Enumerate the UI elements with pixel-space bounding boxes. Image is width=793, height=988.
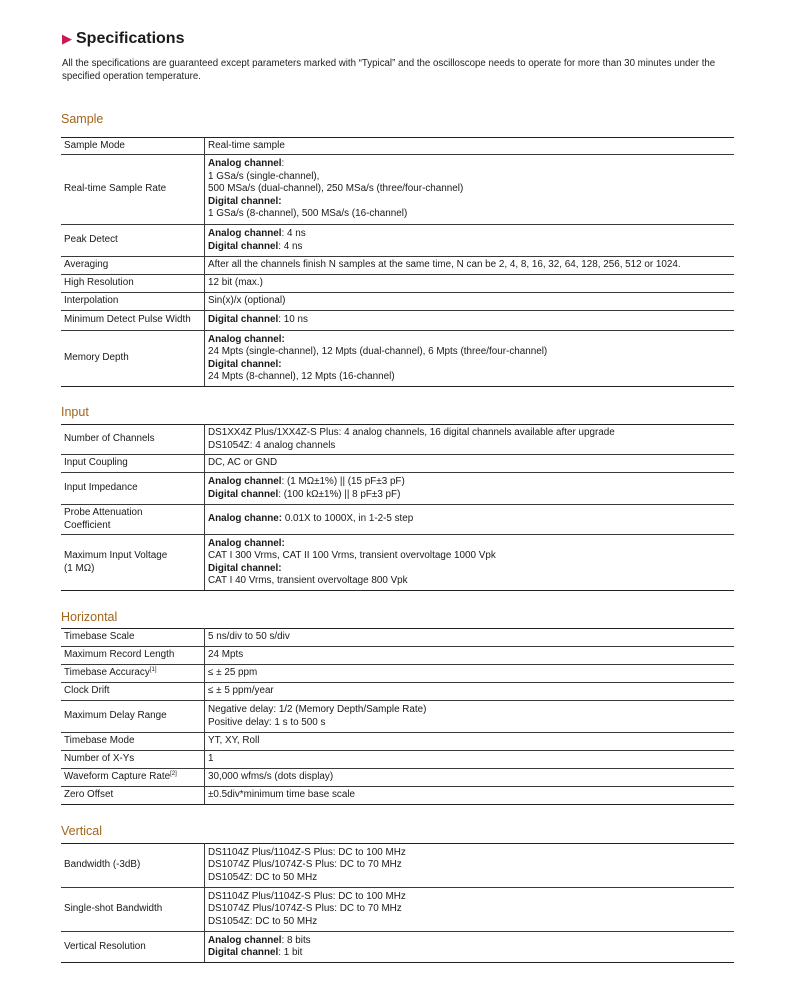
spec-bold: Analog channel [208, 158, 282, 170]
spec-bold: Analog channel [208, 934, 282, 946]
spec-label: Bandwidth (-3dB) [61, 844, 205, 888]
section-title-sample: Sample [61, 112, 104, 126]
spec-value [205, 844, 735, 888]
spec-label: Maximum Delay Range [61, 701, 205, 733]
spec-line: 0.01X to 1000X, in 1-2-5 step [282, 513, 414, 525]
section-title-vertical: Vertical [61, 824, 102, 838]
table-row [61, 425, 734, 455]
spec-bold: Digital channel: [208, 358, 282, 370]
spec-label: Real-time Sample Rate [61, 155, 205, 225]
spec-label: Number of Channels [61, 425, 205, 455]
spec-value: 5 ns/div to 50 s/div [205, 629, 735, 647]
table-row [61, 787, 734, 805]
spec-value [205, 331, 735, 387]
table-row [61, 138, 734, 155]
table-row [61, 155, 734, 225]
spec-line: DS1054Z: DC to 50 MHz [208, 915, 318, 927]
spec-value: 24 Mpts [205, 647, 735, 665]
spec-line: CAT I 40 Vrms, transient overvoltage 800 Vpk [208, 574, 408, 586]
table-row [61, 331, 734, 387]
spec-line: DS1XX4Z Plus/1XX4Z-S Plus: 4 analog channels, 16 digital channels available after upgrade [208, 427, 615, 439]
spec-line: DS1104Z Plus/1104Z-S Plus: DC to 100 MHz [208, 846, 406, 858]
spec-label-line: Coefficient [64, 519, 111, 531]
spec-label-line: (1 MΩ) [64, 562, 95, 574]
page-title [62, 30, 184, 48]
spec-line: DS1054Z: DC to 50 MHz [208, 871, 318, 883]
spec-line: : (1 MΩ±1%) || (15 pF±3 pF) [281, 476, 405, 488]
footnote-ref: [1] [149, 667, 157, 674]
table-row [61, 505, 734, 535]
spec-value [205, 473, 735, 505]
spec-label: Timebase Scale [61, 629, 205, 647]
spec-bold: Digital channel [208, 240, 279, 252]
input-table [61, 424, 734, 591]
spec-label: Sample Mode [61, 138, 205, 155]
spec-label: Zero Offset [61, 787, 205, 805]
spec-value: YT, XY, Roll [205, 733, 735, 751]
spec-line: DS1074Z Plus/1074Z-S Plus: DC to 70 MHz [208, 859, 402, 871]
spec-line: : 4 ns [281, 228, 306, 240]
spec-value [205, 311, 735, 331]
spec-value: 30,000 wfms/s (dots display) [205, 769, 735, 787]
section-title-horizontal: Horizontal [61, 610, 118, 624]
intro-paragraph: All the specifications are guaranteed except parameters marked with “Typical” and the oscilloscope needs to operate for more than 30 minutes under the specified operation temperature. [62, 58, 716, 82]
spec-value: Real-time sample [205, 138, 735, 155]
spec-line: : 4 ns [278, 240, 303, 252]
table-row [61, 701, 734, 733]
table-row [61, 733, 734, 751]
table-row [61, 769, 734, 787]
spec-line: DS1054Z: 4 analog channels [208, 439, 336, 451]
spec-label-text: Waveform Capture Rate [64, 771, 171, 783]
spec-label [61, 769, 205, 787]
spec-line: : 1 bit [278, 947, 303, 958]
section-title-input: Input [61, 405, 89, 419]
horizontal-table [61, 628, 734, 805]
spec-value [205, 932, 735, 963]
spec-value [205, 425, 735, 455]
spec-bold: Digital channel: [208, 562, 282, 574]
table-row [61, 647, 734, 665]
spec-label-line: Maximum Input Voltage [64, 550, 168, 562]
spec-label: Single-shot Bandwidth [61, 888, 205, 932]
page-title-text: Specifications [76, 30, 185, 47]
spec-value: 1 [205, 751, 735, 769]
spec-value: ≤ ± 5 ppm/year [205, 683, 735, 701]
spec-value: 12 bit (max.) [205, 275, 735, 293]
table-row [61, 888, 734, 932]
spec-value [205, 225, 735, 257]
spec-bold: Analog channel [208, 228, 282, 240]
table-row [61, 683, 734, 701]
spec-label-line: Probe Attenuation [64, 507, 143, 519]
spec-value: Sin(x)/x (optional) [205, 293, 735, 311]
spec-line: 500 MSa/s (dual-channel), 250 MSa/s (three/four-channel) [208, 183, 464, 195]
table-row [61, 844, 734, 888]
spec-value [205, 888, 735, 932]
spec-label [61, 665, 205, 683]
table-row [61, 473, 734, 505]
spec-label: Maximum Record Length [61, 647, 205, 665]
spec-bold: Analog channel [208, 476, 282, 488]
spec-line: DS1104Z Plus/1104Z-S Plus: DC to 100 MHz [208, 890, 406, 902]
spec-line: 24 Mpts (single-channel), 12 Mpts (dual-channel), 6 Mpts (three/four-channel) [208, 346, 548, 358]
spec-label: Timebase Mode [61, 733, 205, 751]
spec-value: DC, AC or GND [205, 455, 735, 473]
spec-line: : (100 kΩ±1%) || 8 pF±3 pF) [278, 488, 401, 500]
spec-bold: Digital channel [208, 947, 279, 958]
spec-label: Input Coupling [61, 455, 205, 473]
sample-table [61, 137, 734, 387]
spec-line: 1 GSa/s (single-channel), [208, 170, 320, 182]
spec-bold: Digital channel [208, 488, 279, 500]
spec-label: Averaging [61, 257, 205, 275]
vertical-table [61, 843, 734, 963]
spec-value: ≤ ± 25 ppm [205, 665, 735, 683]
table-row [61, 932, 734, 963]
spec-label: Number of X-Ys [61, 751, 205, 769]
spec-value [205, 535, 735, 591]
spec-label [61, 505, 205, 535]
spec-label: Peak Detect [61, 225, 205, 257]
spec-bold: Analog channel: [208, 333, 285, 345]
spec-value [205, 701, 735, 733]
spec-line: Negative delay: 1/2 (Memory Depth/Sample Rate) [208, 704, 427, 716]
spec-line: CAT I 300 Vrms, CAT II 100 Vrms, transient overvoltage 1000 Vpk [208, 550, 496, 562]
spec-label [61, 535, 205, 591]
table-row [61, 751, 734, 769]
table-row [61, 455, 734, 473]
spec-value: ±0.5div*minimum time base scale [205, 787, 735, 805]
table-row [61, 293, 734, 311]
spec-line: 1 GSa/s (8-channel), 500 MSa/s (16-channel) [208, 208, 408, 220]
spec-line: : 8 bits [281, 934, 311, 946]
spec-label: Minimum Detect Pulse Width [61, 311, 205, 331]
spec-line: : 10 ns [278, 314, 308, 326]
spec-value: Analog channel: 1 GSa/s (single-channel), 500 MSa/s (dual-channel), 250 MSa/s (three/four-channel) Digital channel: 1 GSa/s (8-channel), 500 MSa/s (16-channel) [205, 155, 735, 225]
spec-bold: Analog channel: [208, 537, 285, 549]
spec-value [205, 505, 735, 535]
spec-label: High Resolution [61, 275, 205, 293]
spec-line: Positive delay: 1 s to 500 s [208, 716, 326, 728]
spec-label: Vertical Resolution [61, 932, 205, 963]
table-row [61, 629, 734, 647]
spec-line: 24 Mpts (8-channel), 12 Mpts (16-channel) [208, 370, 395, 382]
table-row [61, 257, 734, 275]
spec-value: After all the channels finish N samples at the same time, N can be 2, 4, 8, 16, 32, 64, 128, 256, 512 or 1024. [205, 257, 735, 275]
footnote-ref: [2] [170, 771, 177, 778]
spec-bold: Analog channe: [208, 513, 283, 525]
spec-label: Interpolation [61, 293, 205, 311]
spec-line: DS1074Z Plus/1074Z-S Plus: DC to 70 MHz [208, 903, 402, 915]
table-row [61, 225, 734, 257]
table-row [61, 275, 734, 293]
spec-label: Clock Drift [61, 683, 205, 701]
table-row [61, 535, 734, 591]
spec-bold: Digital channel: [208, 195, 282, 207]
table-row [61, 665, 734, 683]
spec-label: Input Impedance [61, 473, 205, 505]
spec-label-text: Timebase Accuracy [64, 667, 150, 679]
table-row [61, 311, 734, 331]
spec-bold: Digital channel [208, 314, 279, 326]
spec-label: Memory Depth [61, 331, 205, 387]
triangle-bullet-icon: ▶ [62, 31, 72, 46]
